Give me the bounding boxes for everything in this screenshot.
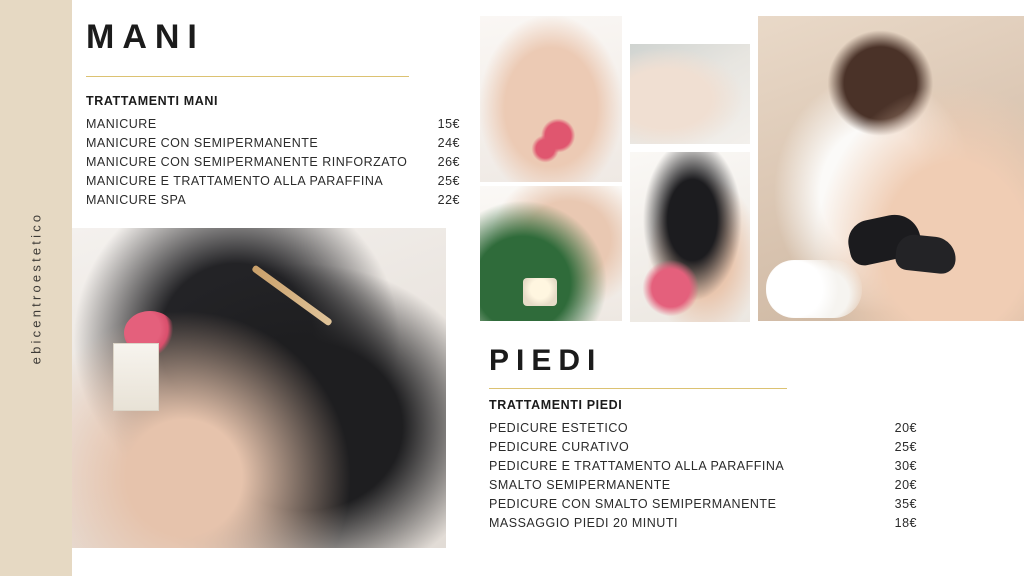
list-item	[489, 476, 917, 495]
legs-towel-photo	[630, 44, 750, 144]
item-price: 22€	[437, 193, 460, 207]
divider-mani	[86, 76, 409, 77]
list-item	[86, 172, 460, 191]
list-item	[86, 153, 460, 172]
item-price: 25€	[894, 440, 917, 454]
list-item	[86, 191, 460, 210]
item-name: PEDICURE E TRATTAMENTO ALLA PARAFFINA	[489, 459, 785, 473]
item-name: MASSAGGIO PIEDI 20 MINUTI	[489, 516, 678, 530]
item-price: 35€	[894, 497, 917, 511]
candle-icon	[523, 278, 557, 306]
brand-side-strip	[0, 0, 72, 576]
item-price: 25€	[437, 174, 460, 188]
list-item	[86, 134, 460, 153]
brand-vertical-label: ebicentroestetico	[28, 211, 44, 365]
white-flowers-decor-icon	[766, 260, 862, 318]
item-name: PEDICURE CON SMALTO SEMIPERMANENTE	[489, 497, 777, 511]
item-name: MANICURE CON SEMIPERMANENTE RINFORZATO	[86, 155, 408, 169]
item-name: SMALTO SEMIPERMANENTE	[489, 478, 671, 492]
price-list-piedi	[489, 398, 917, 533]
list-item	[489, 495, 917, 514]
item-price: 30€	[894, 459, 917, 473]
item-price: 20€	[894, 421, 917, 435]
glove-right-icon	[895, 233, 958, 275]
manicure-hands-photo	[72, 228, 446, 548]
item-name: PEDICURE CURATIVO	[489, 440, 630, 454]
item-name: MANICURE E TRATTAMENTO ALLA PARAFFINA	[86, 174, 384, 188]
list-item	[489, 514, 917, 533]
item-price: 26€	[437, 155, 460, 169]
pedicure-treatment-photo	[630, 152, 750, 322]
item-price: 24€	[437, 136, 460, 150]
list-item	[489, 419, 917, 438]
price-list-piedi-subtitle: TRATTAMENTI PIEDI	[489, 398, 623, 412]
pedicured-feet-photo	[480, 16, 622, 182]
item-name: PEDICURE ESTETICO	[489, 421, 629, 435]
list-item	[489, 438, 917, 457]
divider-piedi	[489, 388, 787, 389]
price-list-mani-subtitle: TRATTAMENTI MANI	[86, 94, 219, 108]
beautician-photo	[758, 16, 1024, 321]
section-title-mani: MANI	[86, 18, 205, 56]
price-list-mani	[86, 94, 460, 210]
item-name: MANICURE	[86, 117, 157, 131]
cuticle-stick-icon	[251, 264, 333, 326]
item-price: 18€	[894, 516, 917, 530]
polish-bottle-icon	[113, 343, 159, 411]
list-item	[86, 115, 460, 134]
item-price: 20€	[894, 478, 917, 492]
section-title-piedi: PIEDI	[489, 344, 603, 377]
item-name: MANICURE CON SEMIPERMANENTE	[86, 136, 319, 150]
hands-on-leaf-photo	[480, 186, 622, 321]
item-price: 15€	[437, 117, 460, 131]
item-name: MANICURE SPA	[86, 193, 187, 207]
list-item	[489, 457, 917, 476]
